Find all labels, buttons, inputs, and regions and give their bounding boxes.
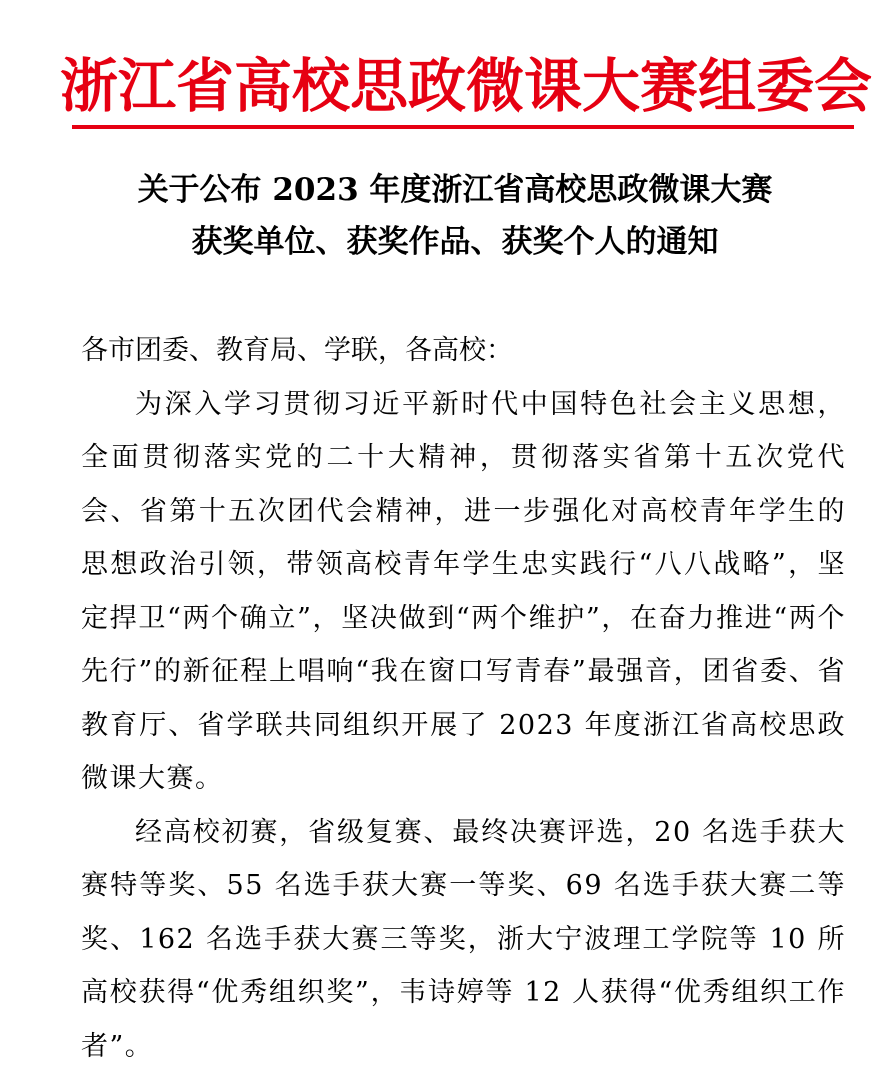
body-paragraph-2: 经高校初赛，省级复赛、最终决赛评选，20 名选手获大赛特等奖、55 名选手获大赛一等奖、69 名选手获大赛二等奖、162 名选手获大赛三等奖，浙大宁波理工学院等 10 所高校获得“优秀组织奖”，韦诗婷等 12 人获得“优秀组织工作者”。 [81,806,846,1073]
document-title-line-2: 获奖单位、获奖作品、获奖个人的通知 [60,216,850,268]
organization-header: 浙江省高校思政微课大赛组委会 [60,50,850,122]
salutation: 各市团委、教育局、学联，各高校： [81,324,846,378]
document-title [60,164,850,268]
header-red-rule [72,125,854,129]
document-title-line-1: 关于公布 2023 年度浙江省高校思政微课大赛 [60,164,850,216]
body-paragraph-1: 为深入学习贯彻习近平新时代中国特色社会主义思想，全面贯彻落实党的二十大精神，贯彻落实省第十五次党代会、省第十五次团代会精神，进一步强化对高校青年学生的思想政治引领，带领高校青年学生忠实践行“八八战略”，坚定捍卫“两个确立”，坚决做到“两个维护”，在奋力推进“两个先行”的新征程上唱响“我在窗口写青春”最强音，团省委、省教育厅、省学联共同组织开展了 2023 年度浙江省高校思政微课大赛。 [81,378,846,806]
document-body [81,324,846,1073]
